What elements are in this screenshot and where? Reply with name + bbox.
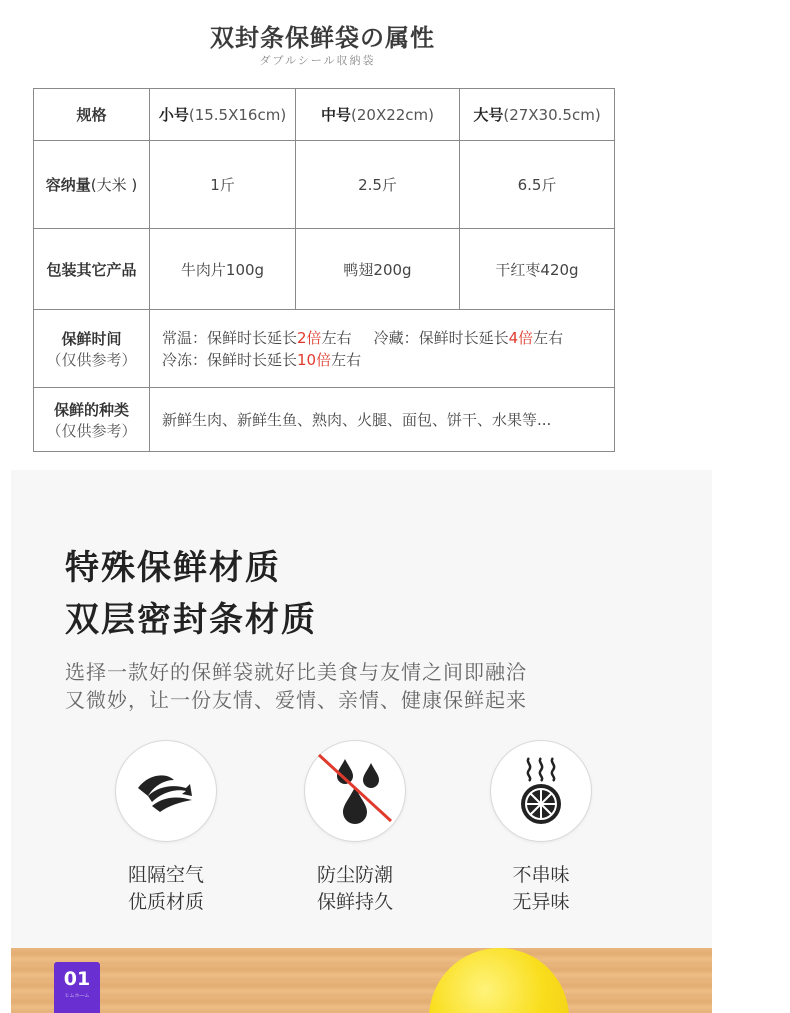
feature-air-block	[86, 740, 246, 916]
description-line-2: 又微妙，让一份友情、爱情、亲情、健康保鲜起来	[65, 688, 527, 712]
step-badge	[54, 962, 100, 1013]
other-products-medium: 鸭翅200g	[296, 229, 460, 310]
header-medium: 中号(20X22cm)	[296, 89, 460, 141]
page-title: 双封条保鲜袋の属性	[210, 24, 435, 52]
fresh-types-value: 新鲜生肉、新鲜生鱼、熟肉、火腿、面包、饼干、水果等...	[150, 388, 615, 452]
other-products-large: 干红枣420g	[460, 229, 615, 310]
table-row	[34, 388, 615, 452]
feature-odor-line1: 不串味	[512, 864, 570, 886]
heading-line-2: 双层密封条材质	[65, 600, 317, 640]
lemon-image	[429, 948, 569, 1013]
description-line-1: 选择一款好的保鲜袋就好比美食与友情之间即融洽	[65, 660, 527, 684]
capacity-label: 容纳量(大米 )	[34, 141, 150, 229]
feature-air-block-line1: 阻隔空气	[127, 864, 204, 886]
storage-line-2: 冷冻：保鲜时长延长10倍左右	[162, 350, 362, 369]
step-number: 01	[63, 968, 91, 990]
storage-time-values	[150, 310, 615, 388]
odor-icon	[490, 740, 592, 842]
other-products-label: 包装其它产品	[34, 229, 150, 310]
capacity-large: 6.5斤	[460, 141, 615, 229]
product-photo-banner	[11, 948, 712, 1013]
feature-odor	[461, 740, 621, 916]
capacity-medium: 2.5斤	[296, 141, 460, 229]
heading-line-1: 特殊保鲜材质	[65, 548, 281, 588]
table-row	[34, 229, 615, 310]
feature-air-block-line2: 优质材质	[127, 891, 204, 913]
capacity-small: 1斤	[150, 141, 296, 229]
table-row	[34, 141, 615, 229]
header-large: 大号(27X30.5cm)	[460, 89, 615, 141]
fresh-types-label: 保鲜的种类 （仅供参考）	[34, 388, 150, 452]
feature-panel	[11, 470, 712, 948]
page-subtitle: ダブルシール収納袋	[259, 54, 376, 67]
table-row	[34, 310, 615, 388]
spec-table	[33, 88, 615, 452]
other-products-small: 牛肉片100g	[150, 229, 296, 310]
storage-time-label: 保鲜时间 （仅供参考）	[34, 310, 150, 388]
air-block-icon	[115, 740, 217, 842]
feature-no-water-line2: 保鲜持久	[316, 891, 393, 913]
no-water-icon	[304, 740, 406, 842]
header-small: 小号(15.5X16cm)	[150, 89, 296, 141]
storage-line-1: 常温：保鲜时长延长2倍左右 冷藏：保鲜时长延长4倍左右	[162, 328, 564, 347]
feature-odor-line2: 无异味	[512, 891, 570, 913]
header-label-spec: 规格	[34, 89, 150, 141]
feature-no-water-line1: 防尘防潮	[316, 864, 393, 886]
table-row	[34, 89, 615, 141]
badge-small-text: ヒムホ―ム	[64, 993, 90, 999]
feature-no-water	[275, 740, 435, 916]
